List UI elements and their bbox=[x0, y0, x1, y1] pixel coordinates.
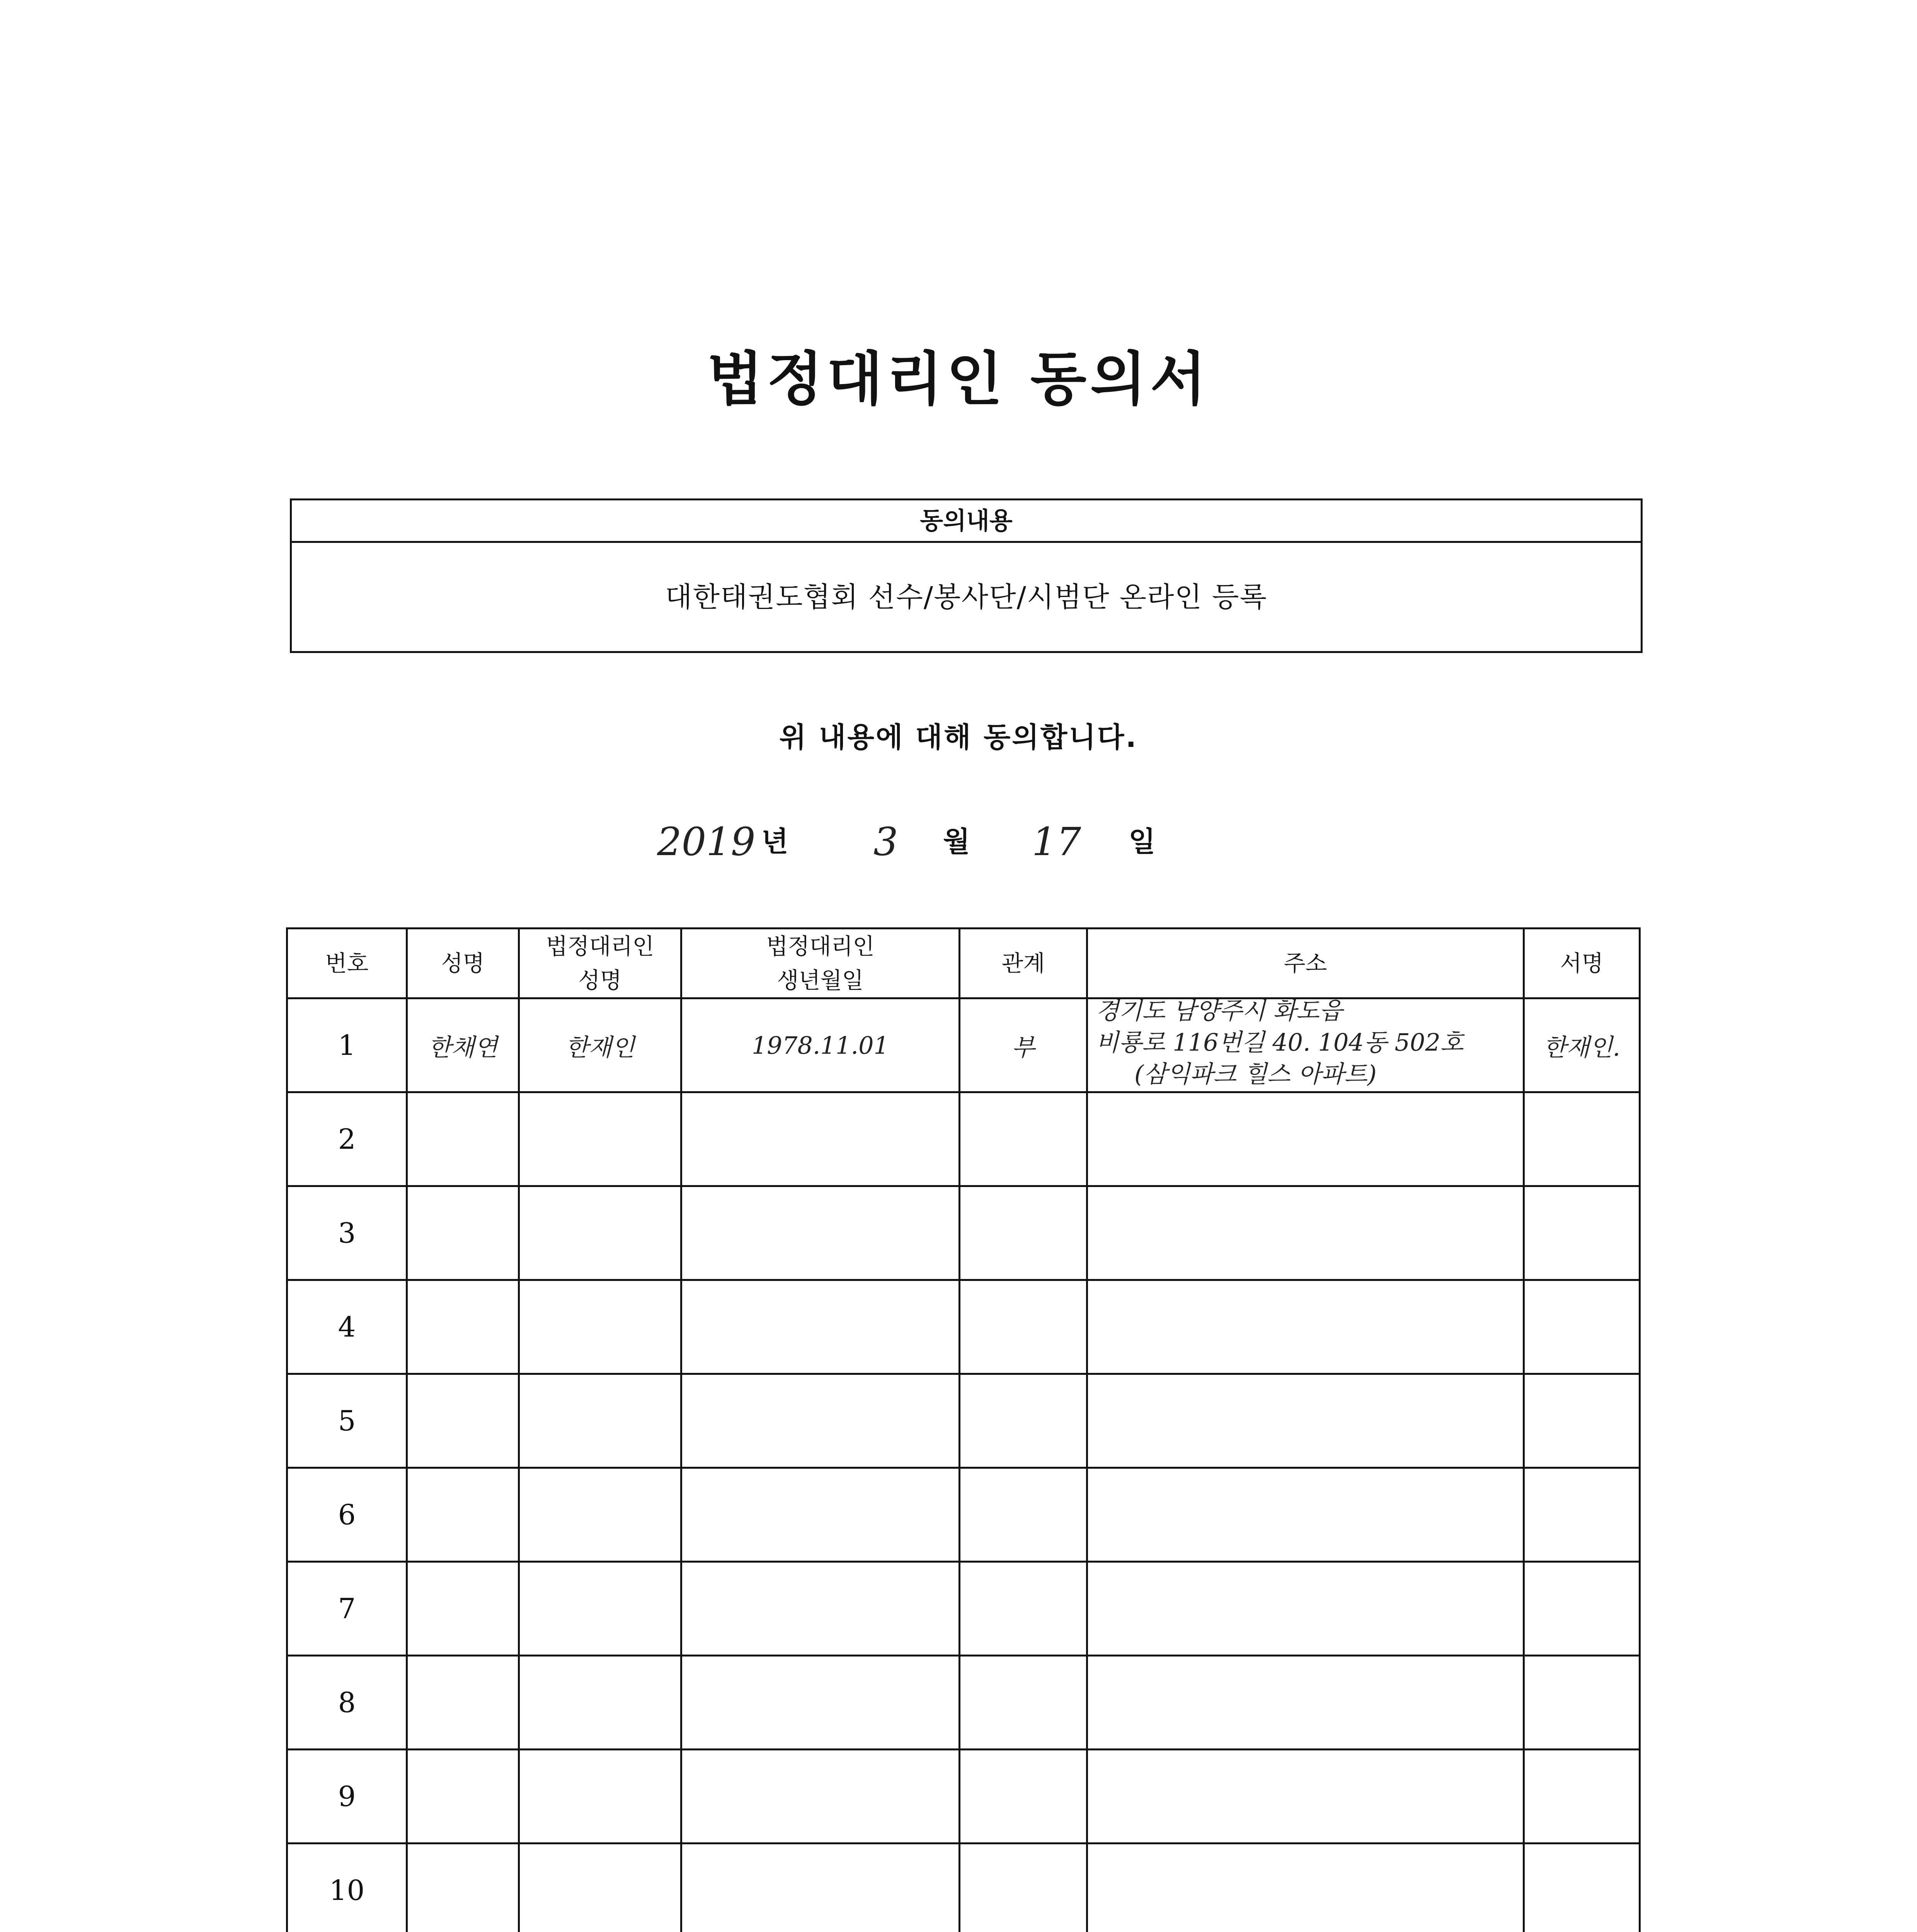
row-guardian-birth bbox=[681, 1562, 960, 1656]
row-guardian-birth bbox=[681, 1468, 960, 1562]
row-number: 8 bbox=[287, 1656, 407, 1750]
row-number: 6 bbox=[287, 1468, 407, 1562]
row-guardian-birth bbox=[681, 1656, 960, 1750]
header-guardian-birth: 법정대리인 생년월일 bbox=[681, 929, 960, 998]
header-no: 번호 bbox=[287, 929, 407, 998]
date-month-label: 월 bbox=[943, 825, 970, 858]
address-address-line1: 경기도 남양주시 화도읍 bbox=[1096, 997, 1343, 1025]
row-signature bbox=[1524, 1562, 1640, 1656]
row-guardian-birth bbox=[681, 1844, 960, 1932]
row-name bbox=[407, 1656, 519, 1750]
consent-header: 동의내용 bbox=[292, 500, 1641, 543]
date-day: 17 bbox=[1032, 819, 1081, 864]
address-address-line2: 비룡로 116번길 40. 104동 502호 bbox=[1096, 1028, 1464, 1056]
row-name bbox=[407, 1844, 519, 1932]
table-row bbox=[287, 998, 1640, 1092]
table-row bbox=[287, 1844, 1640, 1932]
row-signature bbox=[1524, 1186, 1640, 1280]
table-body bbox=[287, 998, 1640, 1932]
header-relation: 관계 bbox=[960, 929, 1087, 998]
row-address bbox=[1087, 1092, 1524, 1186]
row-number: 4 bbox=[287, 1280, 407, 1374]
date-year-label: 년 bbox=[761, 825, 788, 858]
table-row bbox=[287, 1562, 1640, 1656]
row-address bbox=[1087, 1750, 1524, 1844]
row-signature bbox=[1524, 1750, 1640, 1844]
row-relation bbox=[960, 1656, 1087, 1750]
row-signature: 한재인. bbox=[1524, 998, 1640, 1092]
row-number: 9 bbox=[287, 1750, 407, 1844]
row-name bbox=[407, 1468, 519, 1562]
date-month: 3 bbox=[873, 819, 898, 864]
row-relation bbox=[960, 1468, 1087, 1562]
row-name bbox=[407, 1562, 519, 1656]
row-address bbox=[1087, 1656, 1524, 1750]
table-row bbox=[287, 1374, 1640, 1468]
row-guardian-name bbox=[519, 1374, 681, 1468]
row-guardian-name bbox=[519, 1186, 681, 1280]
row-address bbox=[1087, 1562, 1524, 1656]
row-guardian-birth bbox=[681, 1092, 960, 1186]
row-guardian-name bbox=[519, 1468, 681, 1562]
row-relation bbox=[960, 1750, 1087, 1844]
address-lines bbox=[1088, 999, 1523, 1091]
row-number: 2 bbox=[287, 1092, 407, 1186]
row-relation bbox=[960, 1092, 1087, 1186]
row-number: 3 bbox=[287, 1186, 407, 1280]
row-name bbox=[407, 1186, 519, 1280]
row-name: 한채연 bbox=[407, 998, 519, 1092]
row-name bbox=[407, 1092, 519, 1186]
row-address bbox=[1087, 1374, 1524, 1468]
row-number: 7 bbox=[287, 1562, 407, 1656]
table-row bbox=[287, 1750, 1640, 1844]
row-address bbox=[1087, 1468, 1524, 1562]
row-relation bbox=[960, 1186, 1087, 1280]
row-guardian-name bbox=[519, 1562, 681, 1656]
row-name bbox=[407, 1280, 519, 1374]
table-row bbox=[287, 1092, 1640, 1186]
row-signature bbox=[1524, 1280, 1640, 1374]
header-guardian-name: 법정대리인 성명 bbox=[519, 929, 681, 998]
row-signature bbox=[1524, 1468, 1640, 1562]
row-guardian-name: 한재인 bbox=[519, 998, 681, 1092]
row-guardian-birth bbox=[681, 1280, 960, 1374]
row-relation bbox=[960, 1374, 1087, 1468]
guardian-table bbox=[286, 927, 1641, 1932]
row-guardian-name bbox=[519, 1750, 681, 1844]
row-guardian-birth bbox=[681, 1374, 960, 1468]
row-guardian-birth: 1978.11.01 bbox=[681, 998, 960, 1092]
row-address bbox=[1087, 1280, 1524, 1374]
header-name: 성명 bbox=[407, 929, 519, 998]
row-guardian-name bbox=[519, 1844, 681, 1932]
row-name bbox=[407, 1750, 519, 1844]
date-year: 2019 bbox=[657, 819, 756, 864]
consent-box bbox=[290, 498, 1643, 653]
row-guardian-name bbox=[519, 1092, 681, 1186]
row-address bbox=[1087, 998, 1524, 1092]
date-line bbox=[657, 811, 1198, 873]
row-number: 1 bbox=[287, 998, 407, 1092]
row-guardian-name bbox=[519, 1656, 681, 1750]
row-number: 5 bbox=[287, 1374, 407, 1468]
row-signature bbox=[1524, 1374, 1640, 1468]
consent-content: 대한태권도협회 선수/봉사단/시범단 온라인 등록 bbox=[665, 581, 1268, 613]
table-header-row bbox=[287, 929, 1640, 998]
row-relation bbox=[960, 1562, 1087, 1656]
header-signature: 서명 bbox=[1524, 929, 1640, 998]
row-guardian-name bbox=[519, 1280, 681, 1374]
agree-statement: 위 내용에 대해 동의합니다. bbox=[779, 721, 1138, 753]
row-name bbox=[407, 1374, 519, 1468]
table-row bbox=[287, 1656, 1640, 1750]
header-address: 주소 bbox=[1087, 929, 1524, 998]
table-row bbox=[287, 1468, 1640, 1562]
document-title: 법정대리인 동의서 bbox=[707, 346, 1210, 413]
address-address-line3: (삼익파크 힐스 아파트) bbox=[1134, 1060, 1377, 1088]
row-relation: 부 bbox=[960, 998, 1087, 1092]
row-guardian-birth bbox=[681, 1750, 960, 1844]
row-address bbox=[1087, 1186, 1524, 1280]
row-signature bbox=[1524, 1092, 1640, 1186]
row-number: 10 bbox=[287, 1844, 407, 1932]
row-relation bbox=[960, 1844, 1087, 1932]
row-guardian-birth bbox=[681, 1186, 960, 1280]
table-row bbox=[287, 1280, 1640, 1374]
row-address bbox=[1087, 1844, 1524, 1932]
table-row bbox=[287, 1186, 1640, 1280]
row-signature bbox=[1524, 1656, 1640, 1750]
row-relation bbox=[960, 1280, 1087, 1374]
date-day-label: 일 bbox=[1129, 825, 1156, 858]
row-signature bbox=[1524, 1844, 1640, 1932]
